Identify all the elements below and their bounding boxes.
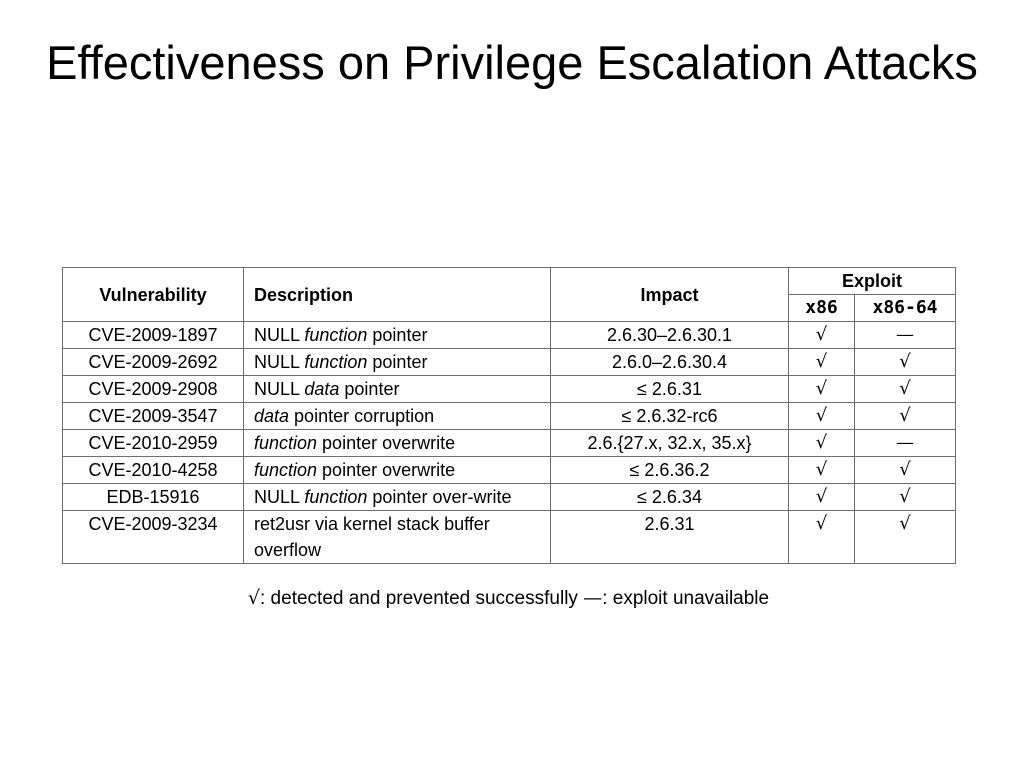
- description-post: pointer overwrite: [317, 460, 456, 480]
- cell-vulnerability: CVE-2009-2908: [63, 376, 244, 403]
- table-row: [63, 484, 956, 511]
- cell-x86-64: √: [855, 349, 956, 376]
- table-body: [63, 322, 956, 564]
- header-vulnerability: Vulnerability: [63, 268, 244, 322]
- cell-vulnerability: CVE-2009-3547: [63, 403, 244, 430]
- cell-impact: 2.6.{27.x, 32.x, 35.x}: [551, 430, 789, 457]
- cell-x86: √: [789, 457, 855, 484]
- cell-x86: √: [789, 403, 855, 430]
- cell-impact: ≤ 2.6.31: [551, 376, 789, 403]
- header-x86-64: x86-64: [855, 295, 956, 322]
- description-it: function: [304, 325, 368, 345]
- header-exploit: Exploit: [789, 268, 956, 295]
- cell-impact: 2.6.0–2.6.30.4: [551, 349, 789, 376]
- cell-description: [244, 484, 551, 511]
- cell-impact: 2.6.31: [551, 511, 789, 564]
- cell-x86: √: [789, 430, 855, 457]
- description-it: function: [254, 460, 318, 480]
- legend-dash-text: : exploit unavailable: [602, 588, 770, 609]
- cell-vulnerability: CVE-2009-3234: [63, 511, 244, 564]
- cell-x86-64: √: [855, 511, 956, 564]
- description-post: pointer: [339, 379, 400, 399]
- cell-description: [244, 457, 551, 484]
- cell-impact: ≤ 2.6.36.2: [551, 457, 789, 484]
- description-pre: NULL: [254, 352, 305, 372]
- vulnerability-table: [62, 267, 956, 564]
- description-post: pointer: [367, 352, 428, 372]
- description-it: data: [304, 379, 340, 399]
- cell-vulnerability: EDB-15916: [63, 484, 244, 511]
- cell-x86-64: —: [855, 322, 956, 349]
- description-post: pointer corruption: [289, 406, 435, 426]
- cell-vulnerability: CVE-2010-4258: [63, 457, 244, 484]
- cell-x86-64: √: [855, 376, 956, 403]
- cell-x86-64: √: [855, 457, 956, 484]
- cell-x86: √: [789, 376, 855, 403]
- description-it: function: [304, 487, 368, 507]
- table-row: [63, 349, 956, 376]
- cell-vulnerability: CVE-2009-1897: [63, 322, 244, 349]
- cell-x86: √: [789, 322, 855, 349]
- description-it: function: [254, 433, 318, 453]
- cell-vulnerability: CVE-2009-2692: [63, 349, 244, 376]
- slide-title: Effectiveness on Privilege Escalation Attacks: [46, 36, 978, 89]
- table-row: [63, 457, 956, 484]
- cell-x86-64: √: [855, 403, 956, 430]
- cell-description: [244, 322, 551, 349]
- table-row: [63, 403, 956, 430]
- table-legend: [62, 585, 955, 612]
- header-description: Description: [244, 268, 551, 322]
- cell-description: [244, 403, 551, 430]
- cell-vulnerability: CVE-2010-2959: [63, 430, 244, 457]
- cell-x86-64: √: [855, 484, 956, 511]
- cell-x86-64: —: [855, 430, 956, 457]
- cell-impact: ≤ 2.6.34: [551, 484, 789, 511]
- description-it: data: [254, 406, 290, 426]
- description-post: pointer over-write: [367, 487, 512, 507]
- header-x86: x86: [789, 295, 855, 322]
- cell-x86: √: [789, 349, 855, 376]
- description-post: pointer overwrite: [317, 433, 456, 453]
- description-it: function: [304, 352, 368, 372]
- cell-description: [244, 511, 551, 564]
- table-row: [63, 376, 956, 403]
- table-row: [63, 322, 956, 349]
- description-post: pointer: [367, 325, 428, 345]
- legend-dash-symbol: —: [583, 587, 603, 609]
- header-impact: Impact: [551, 268, 789, 322]
- cell-x86: √: [789, 484, 855, 511]
- description-post: ret2usr via kernel stack buffer overflow: [254, 514, 490, 560]
- cell-description: [244, 376, 551, 403]
- cell-x86: √: [789, 511, 855, 564]
- cell-description: [244, 349, 551, 376]
- table-row: [63, 430, 956, 457]
- description-pre: NULL: [254, 379, 305, 399]
- cell-impact: ≤ 2.6.32-rc6: [551, 403, 789, 430]
- description-pre: NULL: [254, 487, 305, 507]
- results-table-container: [62, 267, 955, 564]
- table-row: [63, 511, 956, 564]
- legend-check-symbol: √: [247, 587, 260, 609]
- legend-check-text: : detected and prevented successfully: [260, 588, 578, 609]
- cell-description: [244, 430, 551, 457]
- cell-impact: 2.6.30–2.6.30.1: [551, 322, 789, 349]
- description-pre: NULL: [254, 325, 305, 345]
